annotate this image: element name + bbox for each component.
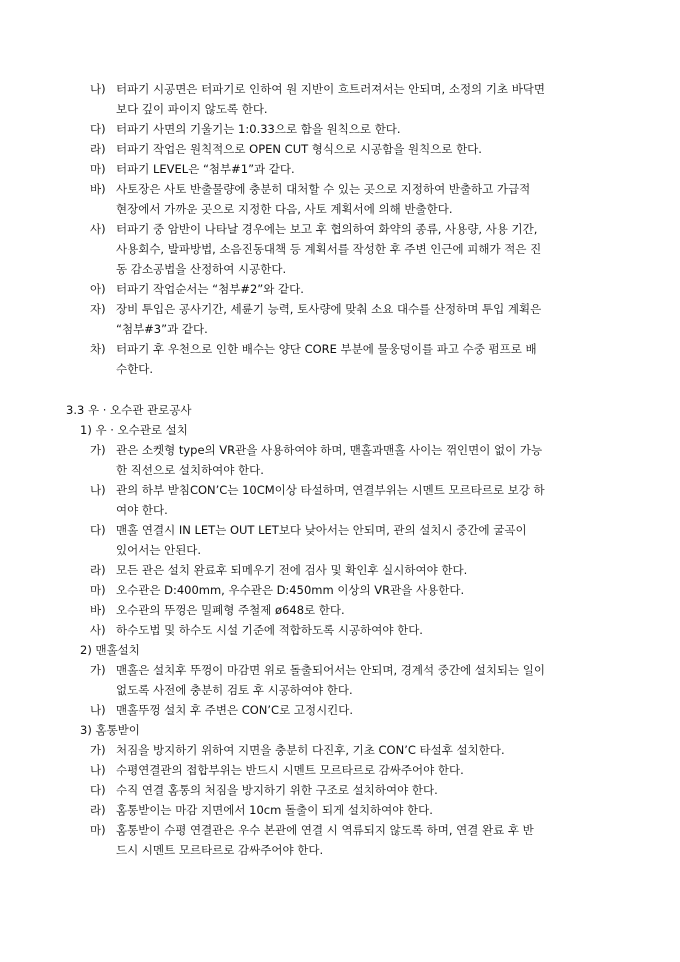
- list-item-marker: 나): [90, 763, 106, 777]
- list-item-marker: 나): [90, 483, 106, 497]
- list-item-marker: 마): [90, 162, 106, 176]
- list-item-marker: 가): [90, 443, 106, 457]
- list-item-text: 한 직선으로 설치하여야 한다.: [116, 463, 264, 477]
- list-item-text: 오수관은 D:400mm, 우수관은 D:450mm 이상의 VR관을 사용한다.: [116, 583, 465, 597]
- list-item-text: 수한다.: [116, 362, 153, 376]
- list-item-text: 수직 연결 홈통의 처짐을 방지하기 위한 구조로 설치하여야 한다.: [116, 783, 438, 797]
- list-item-text: 모든 관은 설치 완료후 되메우기 전에 검사 및 확인후 실시하여야 한다.: [116, 563, 468, 577]
- subsection-heading: 3) 홈통받이: [80, 723, 140, 737]
- section-heading: 3.3 우 · 오수관 관로공사: [66, 403, 192, 417]
- list-item-marker: 다): [90, 783, 106, 797]
- list-item-marker: 사): [90, 623, 106, 637]
- list-item-marker: 나): [90, 703, 106, 717]
- list-item-text: 관은 소켓형 type의 VR관을 사용하여야 하며, 맨홀과맨홀 사이는 꺾인면이 없이 가능: [116, 443, 543, 457]
- list-item-text: 터파기 작업은 원칙적으로 OPEN CUT 형식으로 시공함을 원칙으로 한다.: [116, 142, 482, 156]
- list-item-marker: 가): [90, 743, 106, 757]
- list-item-marker: 아): [90, 282, 106, 296]
- list-item-text: 하수도법 및 하수도 시설 기준에 적합하도록 시공하여야 한다.: [116, 623, 423, 637]
- list-item-marker: 자): [90, 302, 106, 316]
- list-item-marker: 나): [90, 82, 106, 96]
- list-item-text: 터파기 사면의 기울기는 1:0.33으로 함을 원칙으로 한다.: [116, 122, 401, 136]
- list-item-text: 관의 하부 받침CON’C는 10CM이상 타설하며, 연결부위는 시멘트 모르타르로 보강 하: [116, 483, 545, 497]
- list-item-text: 드시 시멘트 모르타르로 감싸주어야 한다.: [116, 843, 324, 857]
- list-item-text: 맨홀뚜껑 설치 후 주변은 CON’C로 고정시킨다.: [116, 703, 354, 717]
- list-item-text: 터파기 중 암반이 나타날 경우에는 보고 후 협의하여 화약의 종류, 사용량, 사용 기간,: [116, 222, 538, 236]
- list-item-text: 홈통받이는 마감 지면에서 10cm 돌출이 되게 설치하여야 한다.: [116, 803, 433, 817]
- list-item-marker: 다): [90, 122, 106, 136]
- list-item-marker: 마): [90, 583, 106, 597]
- list-item-text: 홈통받이 수평 연결관은 우수 본관에 연결 시 역류되지 않도록 하며, 연결 완료 후 반: [116, 823, 534, 837]
- list-item-marker: 다): [90, 523, 106, 537]
- list-item-marker: 라): [90, 142, 106, 156]
- list-item-text: 터파기 LEVEL은 “첨부#1”과 같다.: [116, 162, 295, 176]
- list-item-text: 터파기 작업순서는 “첨부#2”와 같다.: [116, 282, 304, 296]
- list-item-text: 터파기 후 우천으로 인한 배수는 양단 CORE 부분에 물웅덩이를 파고 수중 펌프로 배: [116, 342, 537, 356]
- list-item-marker: 바): [90, 182, 106, 196]
- list-item-text: 맨홀 연결시 IN LET는 OUT LET보다 낮아서는 안되며, 관의 설치시 중간에 굴곡이: [116, 523, 527, 537]
- list-item-text: 장비 투입은 공사기간, 세륜기 능력, 토사량에 맞춰 소요 대수를 산정하며 투입 계획은: [116, 302, 542, 316]
- list-item-text: 오수관의 뚜껑은 밀폐형 주철제 ø648로 한다.: [116, 603, 345, 617]
- list-item-text: 없도록 사전에 충분히 검토 후 시공하여야 한다.: [116, 683, 353, 697]
- list-item-marker: 가): [90, 663, 106, 677]
- list-item-text: 보다 깊이 파이지 않도록 한다.: [116, 102, 268, 116]
- list-item-text: 현장에서 가까운 곳으로 지정한 다음, 사토 계획서에 의해 반출한다.: [116, 202, 453, 216]
- subsection-heading: 1) 우 · 오수관로 설치: [80, 423, 188, 437]
- list-item-text: 있어서는 안된다.: [116, 543, 202, 557]
- list-item-text: 처짐을 방지하기 위하여 지면을 충분히 다진후, 기초 CON’C 타설후 설치한다.: [116, 743, 505, 757]
- list-item-text: 터파기 시공면은 터파기로 인하여 원 지반이 흐트러져서는 안되며, 소정의 기초 바닥면: [116, 82, 546, 96]
- list-item-text: 수평연결관의 접합부위는 반드시 시멘트 모르타르로 감싸주어야 한다.: [116, 763, 464, 777]
- subsection-heading: 2) 맨홀설치: [80, 643, 140, 657]
- list-item-text: 사용회수, 발파방법, 소음진동대책 등 계획서를 작성한 후 주변 인근에 피해가 적은 진: [116, 242, 542, 256]
- list-item-text: 여야 한다.: [116, 503, 168, 517]
- list-item-marker: 라): [90, 563, 106, 577]
- list-item-marker: 마): [90, 823, 106, 837]
- list-item-text: 동 감소공법을 산정하여 시공한다.: [116, 262, 287, 276]
- list-item-marker: 라): [90, 803, 106, 817]
- list-item-marker: 사): [90, 222, 106, 236]
- list-item-text: 사토장은 사토 반출물량에 충분히 대처할 수 있는 곳으로 지정하여 반출하고 가급적: [116, 182, 531, 196]
- list-item-marker: 바): [90, 603, 106, 617]
- list-item-text: “첨부#3”과 같다.: [116, 322, 208, 336]
- list-item-text: 맨홀은 설치후 뚜껑이 마감면 위로 돌출되어서는 안되며, 경계석 중간에 설치되는 일이: [116, 663, 546, 677]
- list-item-marker: 차): [90, 342, 106, 356]
